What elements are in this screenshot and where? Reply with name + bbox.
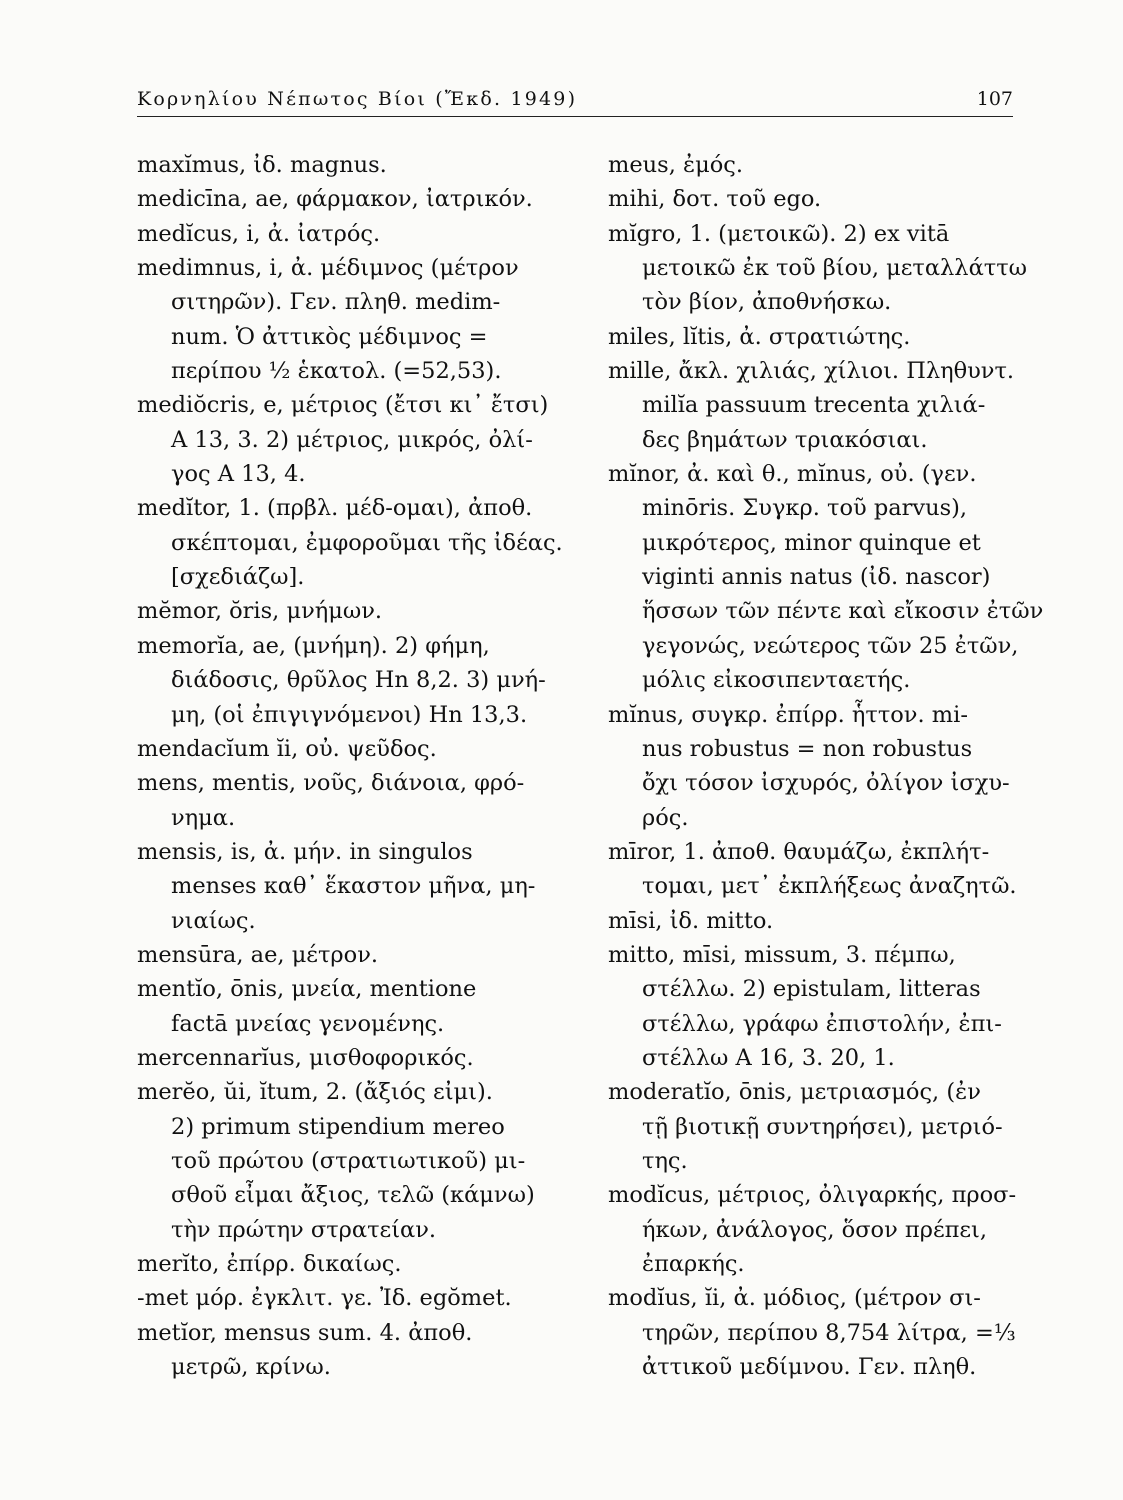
entry-continuation-line: τομαι, μετ᾽ ἐκπλήξεως ἀναζητῶ.: [642, 873, 1017, 900]
entry-continuation-line: Α 13, 3. 2) μέτριος, μικρός, ὀλί-: [171, 426, 533, 453]
entry-continuation-line: ἥσσων τῶν πέντε καὶ εἴκοσιν ἐτῶν: [642, 598, 1044, 625]
dictionary-entry-line: mīsi, ἰδ. mitto.: [608, 907, 774, 934]
dictionary-entry-line: mensūra, ae, μέτρον.: [137, 941, 379, 968]
entry-continuation-line: μόλις εἰκοσιπενταετής.: [642, 667, 911, 694]
dictionary-entry-line: mīror, 1. ἀποθ. θαυμάζω, ἐκπλήτ-: [608, 838, 990, 865]
entry-continuation-line: σκέπτομαι, ἐμφοροῦμαι τῆς ἰδέας.: [171, 529, 563, 556]
dictionary-entry-line: meus, ἐμός.: [608, 152, 743, 178]
dictionary-entry-line: mediŏcris, e, μέτριος (ἔτσι κι᾽ ἔτσι): [137, 392, 549, 419]
entry-continuation-line: num. Ὁ ἀττικὸς μέδιμνος =: [171, 323, 488, 350]
entry-continuation-line: ἐπαρκής.: [642, 1251, 745, 1277]
dictionary-entry-line: modĭcus, μέτριος, ὀλιγαρκής, προσ-: [608, 1182, 1017, 1209]
dictionary-entry-line: mensis, is, ἀ. μήν. in singulos: [137, 838, 473, 865]
dictionary-entry-line: mentĭo, ōnis, μνεία, mentione: [137, 976, 477, 1003]
dictionary-entry-line: merĕo, ŭi, ĭtum, 2. (ἄξιός εἰμι).: [137, 1079, 493, 1106]
entry-continuation-line: 2) primum stipendium mereo: [171, 1113, 505, 1140]
dictionary-entry-line: mĭnus, συγκρ. ἐπίρρ. ἧττον. mi-: [608, 701, 968, 728]
entry-continuation-line: μικρότερος, minor quinque et: [642, 529, 981, 556]
dictionary-entry-line: miles, lĭtis, ἀ. στρατιώτης.: [608, 323, 911, 350]
entry-continuation-line: ήκων, ἀνάλογος, ὅσον πρέπει,: [642, 1216, 988, 1243]
dictionary-entry-line: medimnus, i, ἀ. μέδιμνος (μέτρον: [137, 255, 519, 282]
dictionary-entry-line: maxĭmus, ἰδ. magnus.: [137, 152, 387, 178]
dictionary-entry-line: mĕmor, ŏris, μνήμων.: [137, 598, 383, 625]
entry-continuation-line: [σχεδιάζω].: [171, 564, 305, 591]
entry-continuation-line: γος Α 13, 4.: [171, 461, 306, 488]
entry-continuation-line: τὸν βίον, ἀποθνήσκω.: [642, 289, 892, 316]
dictionary-entry-line: mille, ἄκλ. χιλιάς, χίλιοι. Πληθυντ.: [608, 358, 1015, 385]
entry-continuation-line: της.: [642, 1147, 688, 1174]
dictionary-entry-line: merĭto, ἐπίρρ. δικαίως.: [137, 1251, 402, 1277]
entry-continuation-line: στέλλω Α 16, 3. 20, 1.: [642, 1044, 895, 1071]
entry-continuation-line: ἀττικοῦ μεδίμνου. Γεν. πληθ.: [642, 1354, 977, 1381]
running-title: Κορνηλίου Νέπωτος Βίοι (Ἔκδ. 1949): [137, 88, 578, 110]
running-header: [137, 88, 1013, 117]
entry-continuation-line: τηρῶν, περίπου 8,754 λίτρα, =⅓: [642, 1319, 1016, 1346]
entry-continuation-line: menses καθ᾽ ἕκαστον μῆνα, μη-: [171, 873, 536, 900]
dictionary-entry-line: -met μόρ. ἐγκλιτ. γε. Ἰδ. egŏmet.: [137, 1285, 512, 1312]
dictionary-entry-line: mens, mentis, νοῦς, διάνοια, φρό-: [137, 770, 525, 797]
entry-continuation-line: milĭa passuum trecenta χιλιά-: [642, 392, 986, 419]
entry-continuation-line: στέλλω, γράφω ἐπιστολήν, ἐπι-: [642, 1010, 1002, 1037]
dictionary-entry-line: medĭtor, 1. (πρβλ. μέδ-ομαι), ἀποθ.: [137, 495, 533, 522]
entry-continuation-line: minōris. Συγκρ. τοῦ parvus),: [642, 495, 968, 522]
dictionary-entry-line: mendacĭum ĭi, οὐ. ψεῦδος.: [137, 735, 437, 762]
entry-continuation-line: ὄχι τόσον ἰσχυρός, ὀλίγον ἰσχυ-: [642, 770, 1010, 797]
dictionary-entry-line: medĭcus, i, ἀ. ἰατρός.: [137, 220, 381, 247]
entry-continuation-line: ρός.: [642, 804, 689, 831]
left-column: [137, 148, 577, 1384]
entry-continuation-line: μετοικῶ ἐκ τοῦ βίου, μεταλλάττω: [642, 255, 1028, 282]
dictionary-entry-line: mercennarĭus, μισθοφορικός.: [137, 1044, 474, 1071]
entry-continuation-line: νιαίως.: [171, 907, 256, 934]
page-number: 107: [976, 88, 1013, 110]
dictionary-entry-line: mihi, δοτ. τοῦ ego.: [608, 186, 822, 213]
entry-continuation-line: στέλλω. 2) epistulam, litteras: [642, 976, 981, 1003]
dictionary-entry-line: mĭgro, 1. (μετοικῶ). 2) ex vitā: [608, 220, 950, 247]
entry-continuation-line: σθοῦ εἶμαι ἄξιος, τελῶ (κάμνω): [171, 1182, 535, 1209]
dictionary-entry-line: medicīna, ae, φάρμακον, ἰατρικόν.: [137, 186, 533, 213]
dictionary-entry-line: modĭus, ĭi, ἀ. μόδιος, (μέτρον σι-: [608, 1285, 981, 1312]
right-column: [608, 148, 1044, 1384]
dictionary-entry-line: mĭnor, ἀ. καὶ θ., mĭnus, οὐ. (γεν.: [608, 461, 977, 488]
entry-continuation-line: τῇ βιοτικῇ συντηρήσει), μετριό-: [642, 1113, 1003, 1140]
entry-continuation-line: σιτηρῶν). Γεν. πληθ. medim-: [171, 289, 501, 316]
entry-continuation-line: factā μνείας γενομένης.: [171, 1010, 445, 1037]
entry-continuation-line: γεγονώς, νεώτερος τῶν 25 ἐτῶν,: [642, 632, 1019, 659]
entry-continuation-line: τὴν πρώτην στρατείαν.: [171, 1216, 437, 1243]
entry-continuation-line: νημα.: [171, 804, 236, 831]
entry-continuation-line: μη, (οἱ ἐπιγιγνόμενοι) Hn 13,3.: [171, 701, 528, 728]
entry-continuation-line: περίπου ½ ἑκατολ. (=52,53).: [171, 358, 502, 385]
dictionary-entry-line: metĭor, mensus sum. 4. ἀποθ.: [137, 1319, 473, 1346]
dictionary-entry-line: memorĭa, ae, (μνήμη). 2) φήμη,: [137, 632, 490, 659]
entry-continuation-line: διάδοσις, θρῦλος Hn 8,2. 3) μνή-: [171, 667, 546, 694]
dictionary-entry-line: moderatĭo, ōnis, μετριασμός, (ἐν: [608, 1079, 981, 1106]
dictionary-entry-line: mitto, mīsi, missum, 3. πέμπω,: [608, 941, 956, 968]
entry-continuation-line: μετρῶ, κρίνω.: [171, 1354, 331, 1381]
entry-continuation-line: τοῦ πρώτου (στρατιωτικοῦ) μι-: [171, 1147, 526, 1174]
entry-continuation-line: viginti annis natus (ἰδ. nascor): [642, 564, 991, 591]
entry-continuation-line: δες βημάτων τριακόσιαι.: [642, 426, 928, 453]
entry-continuation-line: nus robustus = non robustus: [642, 735, 973, 762]
